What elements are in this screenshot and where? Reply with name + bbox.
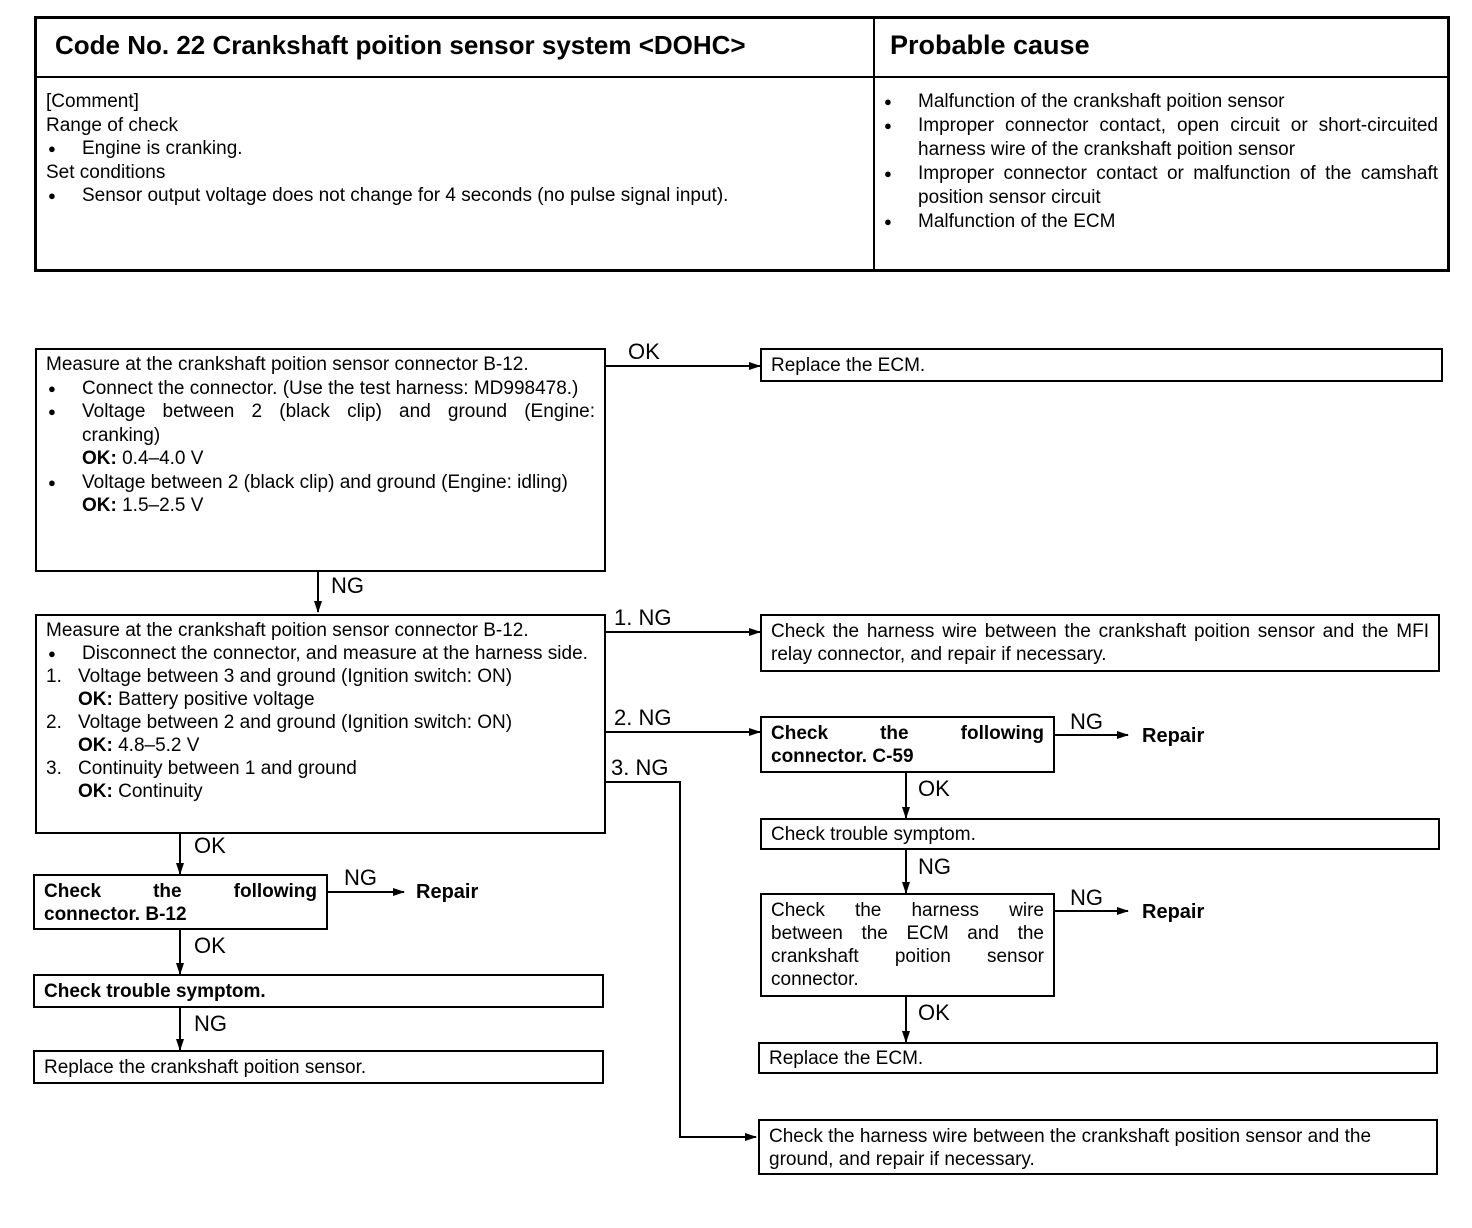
item-number: 3. — [46, 758, 62, 779]
check-trouble-left-box: Check trouble symptom. — [33, 974, 604, 1008]
replace-ecm-top-box: Replace the ECM. — [760, 348, 1443, 382]
ok-value: 0.4–4.0 V — [122, 448, 204, 469]
ok-value: 4.8–5.2 V — [118, 735, 200, 756]
comment-label: [Comment] — [46, 91, 139, 112]
ok-label: OK: — [78, 735, 113, 756]
label-ok-b12: OK — [194, 933, 226, 958]
item-number: 2. — [46, 712, 62, 733]
range-of-check-label: Range of check — [46, 114, 179, 136]
check-trouble-right-box: Check trouble symptom. — [760, 818, 1440, 850]
probable-cause-title: Probable cause — [890, 30, 1090, 60]
step2-item-text: Voltage between 3 and ground (Ignition switch: ON) — [78, 666, 513, 687]
step1-title: Measure at the crankshaft poition sensor connector B-12. — [46, 354, 529, 375]
label-ok-c59: OK — [918, 776, 950, 801]
check-connector-b12-box: Check the following connector. B-12 — [33, 874, 328, 930]
ok-label: OK: — [82, 495, 117, 516]
ok-value: 1.5–2.5 V — [122, 495, 204, 516]
code-title: Code No. 22 Crankshaft poition sensor system <DOHC> — [55, 30, 746, 60]
label-ok-ecm-harness: OK — [918, 1000, 950, 1025]
label-ng-left-trouble: NG — [194, 1011, 227, 1036]
label-ng-right-trouble: NG — [918, 854, 951, 879]
label-repair-c59: Repair — [1142, 725, 1205, 747]
ok-value: Continuity — [118, 781, 203, 802]
label-ng-ecm-harness: NG — [1070, 885, 1103, 910]
label-ng-step1: NG — [331, 573, 364, 598]
step1-bullet: ● Connect the connector. (Use the test harness: MD998478.) — [46, 377, 595, 401]
label-2-ng: 2. NG — [614, 705, 672, 730]
step2-item-text: Voltage between 2 and ground (Ignition switch: ON) — [78, 712, 513, 733]
step1-box — [35, 348, 606, 572]
label-1-ng: 1. NG — [614, 605, 672, 630]
label-ng-c59: NG — [1070, 709, 1103, 734]
set-conditions-label: Set conditions — [46, 161, 166, 183]
step2-box — [35, 614, 606, 834]
cause-item: ● Improper connector contact, open circuit or short-circuited harness wire of the crankshaft poition sensor — [882, 114, 1438, 162]
step2-item-text: Continuity between 1 and ground — [78, 758, 357, 779]
ok-label: OK: — [82, 448, 117, 469]
label-ok-step2: OK — [194, 833, 226, 858]
ok-label: OK: — [78, 689, 113, 710]
replace-ecm-bottom-box: Replace the ECM. — [758, 1042, 1438, 1074]
label-3-ng: 3. NG — [611, 755, 669, 780]
step2-title: Measure at the crankshaft poition sensor connector B-12. — [46, 620, 529, 641]
range-item: ● Engine is cranking. — [46, 137, 866, 161]
cause-item: ● Malfunction of the crankshaft poition sensor — [882, 90, 1438, 114]
label-repair-ecm-harness: Repair — [1142, 901, 1205, 923]
cause-item: ● Improper connector contact or malfunction of the camshaft position sensor circuit — [882, 162, 1438, 210]
check-connector-c59-box: Check the following connector. C-59 — [760, 716, 1055, 773]
set-condition-item: ● Sensor output voltage does not change for 4 seconds (no pulse signal input). — [46, 184, 866, 208]
check-ground-harness-box: Check the harness wire between the crankshaft position sensor and the ground, and repair if necessary. — [758, 1119, 1438, 1175]
label-ng-b12: NG — [344, 865, 377, 890]
arrow-3-ng — [606, 782, 756, 1137]
step1-bullet: ● Voltage between 2 (black clip) and ground (Engine: cranking) — [46, 400, 595, 447]
ok-value: Battery positive voltage — [118, 689, 315, 710]
step2-bullet: ● Disconnect the connector, and measure at the harness side. — [46, 642, 595, 665]
replace-sensor-box: Replace the crankshaft poition sensor. — [33, 1050, 604, 1084]
check-mfi-harness-box: Check the harness wire between the crankshaft poition sensor and the MFI relay connector, and repair if necessary. — [760, 614, 1440, 672]
label-ok-step1: OK — [628, 339, 660, 364]
item-number: 1. — [46, 666, 62, 687]
check-ecm-harness-box: Check the harness wire between the ECM and the crankshaft poition sensor connector. — [760, 893, 1055, 997]
step1-bullet: ● Voltage between 2 (black clip) and ground (Engine: idling) — [46, 471, 595, 495]
cause-item: ● Malfunction of the ECM — [882, 210, 1438, 234]
label-repair-b12: Repair — [416, 881, 479, 903]
ok-label: OK: — [78, 781, 113, 802]
